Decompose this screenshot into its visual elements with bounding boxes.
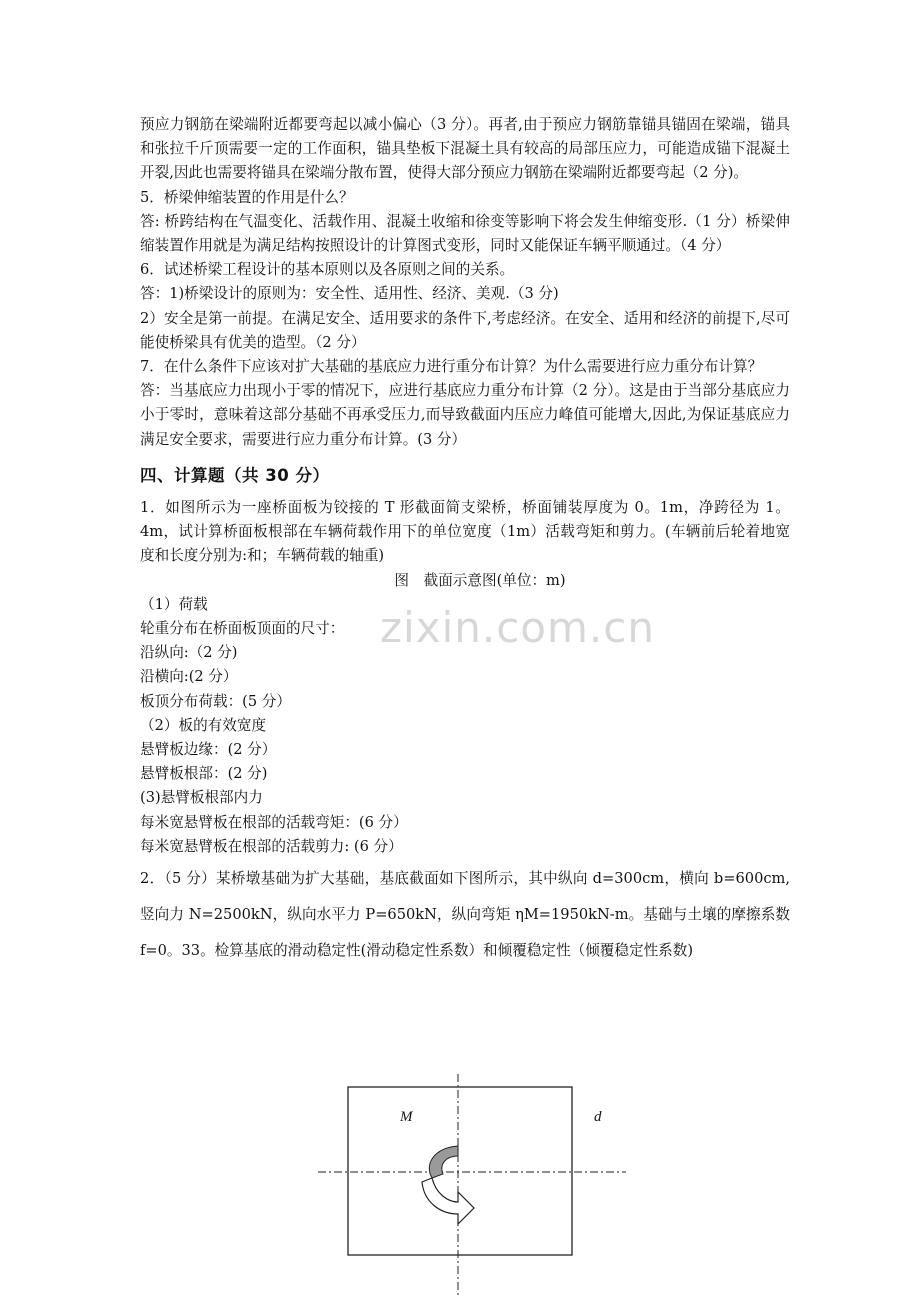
section-heading-calculation: 四、计算题（共 30 分）	[140, 465, 330, 485]
moment-arrow-hollow	[422, 1178, 474, 1224]
answer-6-part-1: 答：1)桥梁设计的原则为：安全性、适用性、经济、美观.（3 分)	[140, 285, 559, 303]
foundation-section-diagram	[312, 1074, 632, 1296]
calc-line-moment: 每米宽悬臂板在根部的活载弯矩：(6 分）	[140, 813, 408, 831]
figure-caption: 图 截面示意图(单位：m)	[394, 571, 566, 589]
question-6: 6．试述桥梁工程设计的基本原则以及各原则之间的关系。	[140, 261, 515, 279]
calc-line-cantilever-root: 悬臂板根部：(2 分)	[140, 765, 268, 783]
question-5: 5．桥梁伸缩装置的作用是什么？	[140, 188, 354, 206]
calc-line-cantilever-edge: 悬臂板边缘：(2 分）	[140, 741, 277, 759]
answer-5: 答: 桥跨结构在气温变化、活载作用、混凝土收缩和徐变等影响下将会发生伸缩变形.（1 分）桥梁伸缩装置作用就是为满足结构按照设计的计算图式变形，同时又能保证车辆平顺通过。（4 分）	[140, 212, 790, 255]
calc-line-load: （1）荷载	[140, 595, 208, 613]
calc-line-wheel-size: 轮重分布在桥面板顶面的尺寸：	[140, 620, 345, 638]
document-body	[140, 113, 790, 969]
answer-7: 答：当基底应力出现小于零的情况下，应进行基底应力重分布计算（2 分）。这是由于当部分基底应力小于零时，意味着这部分基础不再承受压力,而导致截面内压应力峰值可能增大,因此,为保证基底应力满足安全要求，需要进行应力重分布计算。(3 分）	[140, 382, 790, 448]
question-7: 7．在什么条件下应该对扩大基础的基底应力进行重分布计算？为什么需要进行应力重分布计算？	[140, 358, 763, 376]
calc-question-2: 2．（5 分）某桥墩基础为扩大基础，基底截面如下图所示，其中纵向 d=300cm，横向 b=600cm,竖向力 N=2500kN，纵向水平力 P=650kN，纵向弯矩 ηM=1950kN-m。基础与土壤的摩擦系数 f=0。33。检算基底的滑动稳定性(滑动稳定性系数）和倾覆稳定性（倾覆稳定性系数)	[140, 870, 790, 960]
calc-line-shear: 每米宽悬臂板在根部的活载剪力: (6 分）	[140, 837, 403, 855]
calc-line-internal-force: (3)悬臂板根部内力	[140, 789, 263, 807]
dimension-d-label: d	[594, 1109, 602, 1125]
calc-line-distributed-load: 板顶分布荷载：(5 分）	[140, 692, 291, 710]
foundation-section-figure	[312, 1074, 632, 1296]
foundation-outline	[348, 1087, 572, 1255]
moment-arrow-shaded	[429, 1146, 458, 1178]
answer-6-part-2: 2）安全是第一前提。在满足安全、适用要求的条件下,考虑经济。在安全、适用和经济的前提下,尽可能使桥梁具有优美的造型。（2 分）	[140, 309, 790, 351]
calc-question-1: 1．如图所示为一座桥面板为铰接的 T 形截面简支梁桥，桥面铺装厚度为 0。1m，净跨径为 1。4m，试计算桥面板根部在车辆荷载作用下的单位宽度（1m）活载弯矩和剪力。(车辆前后轮着地宽度和长度分别为:和；车辆荷载的轴重)	[140, 499, 790, 565]
calc-line-effective-width: （2）板的有效宽度	[140, 716, 267, 734]
calc-line-transverse: 沿横向:(2 分）	[140, 668, 238, 686]
moment-label: M	[400, 1109, 413, 1125]
paragraph-prestress: 预应力钢筋在梁端附近都要弯起以减小偏心（3 分）。再者,由于预应力钢筋靠锚具锚固在梁端，锚具和张拉千斤顶需要一定的工作面积，锚具垫板下混凝土具有较高的局部压应力，可能造成锚下混凝土开裂,因此也需要将锚具在梁端分散布置，使得大部分预应力钢筋在梁端附近都要弯起（2 分)。	[140, 116, 790, 182]
watermark: zixin.com.cn	[380, 603, 655, 652]
calc-line-longitudinal: 沿纵向:（2 分)	[140, 644, 238, 662]
